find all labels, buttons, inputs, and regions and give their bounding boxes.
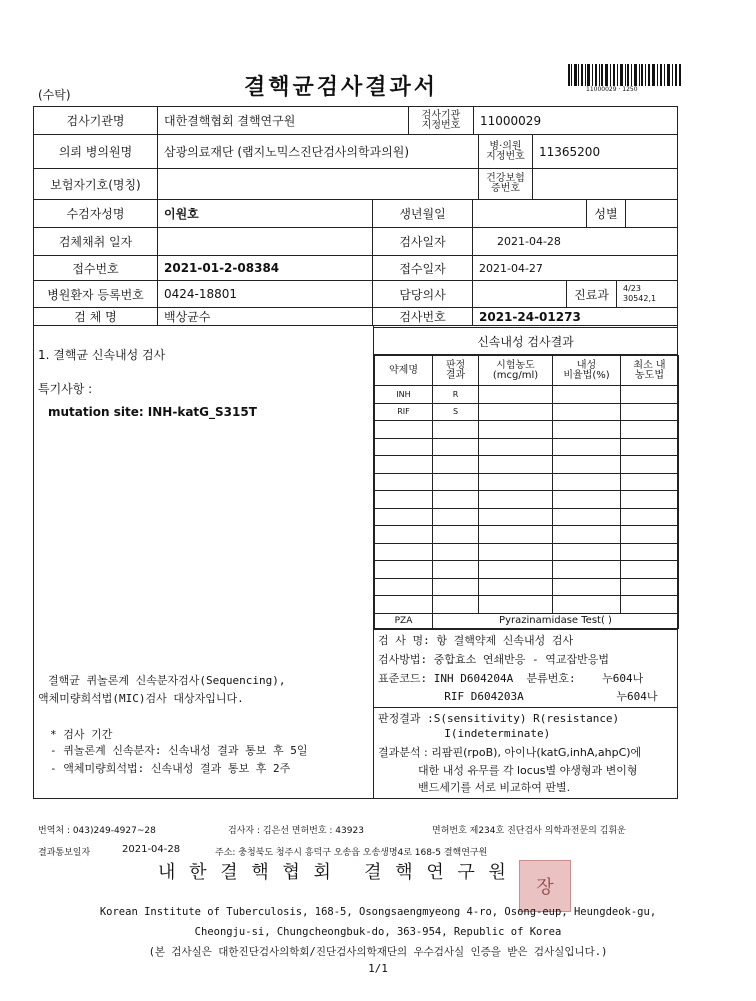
result-cell	[374, 578, 433, 597]
barcode-text: 11000029 · 1250	[586, 86, 638, 93]
method-method: 검사방법: 중합효소 연쇄반응 - 역교잡반응법	[378, 653, 610, 666]
insurer-label: 보험자기호(명칭)	[33, 168, 158, 200]
accession-value: 2021-01-2-08384	[157, 255, 373, 281]
result-cell	[620, 438, 679, 457]
result-cell: R	[432, 385, 479, 404]
result-cell	[620, 508, 679, 527]
result-cell	[552, 385, 621, 404]
certification-note: (본 검사실은 대한진단검사의학회/진단검사의학재단의 우수검사실 인증을 받은 검사실입니다.)	[148, 946, 608, 958]
result-cell	[552, 560, 621, 579]
address-kr: 주소: 충청북도 청주시 흥덕구 오송읍 오송생명4로 168-5 결핵연구원	[215, 848, 488, 858]
inst-code-label: 검사기관 지정번호	[408, 106, 474, 135]
method-divider	[374, 707, 677, 708]
result-cell	[478, 508, 553, 527]
doctor-value	[472, 280, 567, 308]
chart-label: 병원환자 등록번호	[33, 280, 158, 308]
result-cell	[478, 438, 553, 457]
specimen-label: 검 체 명	[33, 307, 158, 326]
result-cell	[478, 420, 553, 439]
patient-value: 이원호	[157, 199, 373, 228]
result-cell	[374, 525, 433, 544]
result-cell	[478, 578, 553, 597]
report-date: 2021-04-28	[122, 844, 181, 855]
result-cell	[374, 473, 433, 492]
result-cell: RIF	[374, 403, 433, 422]
pza-label: PZA	[374, 613, 433, 630]
result-cell	[374, 420, 433, 439]
result-cell	[432, 473, 479, 492]
pza-value: Pyrazinamidase Test( )	[432, 613, 679, 630]
mutation-site: mutation site: INH-katG_S315T	[48, 405, 257, 419]
result-table	[374, 355, 678, 629]
result-cell	[478, 595, 553, 614]
remarks-label: 특기사항 :	[38, 382, 93, 396]
result-cell	[478, 403, 553, 422]
result-cell	[620, 403, 679, 422]
inst-value: 대한결핵협회 결핵연구원	[157, 106, 409, 135]
result-cell	[432, 595, 479, 614]
address-en-1: Korean Institute of Tuberculosis, 168-5, Osongsaengmyeong 4-ro, Osong-eup, Heungdeok-gu,	[99, 906, 657, 918]
analysis-2: 대한 내성 유무를 각 locus별 야생형과 변이형	[418, 764, 638, 777]
result-header-cell: 시험농도 (mcg/ml)	[478, 355, 553, 386]
result-cell	[432, 438, 479, 457]
result-cell	[432, 578, 479, 597]
result-cell	[432, 420, 479, 439]
result-header-cell: 내성 비율법(%)	[552, 355, 621, 386]
chart-value: 0424-18801	[157, 280, 373, 308]
result-cell	[620, 490, 679, 509]
seal-text: 장	[536, 877, 554, 898]
result-cell	[552, 403, 621, 422]
test-no-label: 검사번호	[372, 307, 473, 326]
sex-label: 성별	[586, 199, 626, 228]
info-table	[33, 106, 678, 326]
result-cell: S	[432, 403, 479, 422]
result-cell	[478, 473, 553, 492]
req-value: 삼광의료재단 (랩지노믹스진단검사의학과의원)	[157, 134, 479, 169]
result-cell	[552, 438, 621, 457]
card-label: 건강보험 증번호	[478, 168, 533, 200]
req-code-label: 병·의원 지정번호	[478, 134, 533, 169]
seq-note-2: 액체미량희석법(MIC)검사 대상자입니다.	[38, 692, 244, 705]
accession-label: 접수번호	[33, 255, 158, 281]
result-cell	[432, 543, 479, 562]
footer-phone: 번역처 : 043)249-4927~28	[38, 826, 156, 836]
result-cell	[478, 525, 553, 544]
result-cell	[478, 490, 553, 509]
result-header-cell: 판정 결과	[432, 355, 479, 386]
result-cell	[374, 543, 433, 562]
result-cell	[552, 508, 621, 527]
result-cell	[620, 420, 679, 439]
result-cell	[620, 543, 679, 562]
result-cell	[620, 578, 679, 597]
birth-label: 생년월일	[372, 199, 473, 228]
result-cell	[620, 385, 679, 404]
result-cell	[620, 473, 679, 492]
result-cell	[374, 560, 433, 579]
dept-label: 진료과	[566, 280, 617, 308]
result-cell	[478, 455, 553, 474]
result-cell	[374, 455, 433, 474]
result-header-cell: 최소 내 농도법	[620, 355, 679, 386]
result-cell	[432, 525, 479, 544]
receive-date-value: 2021-04-27	[472, 255, 678, 281]
req-label: 의뢰 병의원명	[33, 134, 158, 169]
result-cell	[620, 525, 679, 544]
method-code-1: 표준코드: INH D604204A 분류번호: 누604나	[378, 672, 644, 685]
period-title: * 검사 기간	[50, 728, 113, 741]
doctor-label: 담당의사	[372, 280, 473, 308]
verdict-1: 판정결과 :S(sensitivity) R(resistance)	[378, 712, 620, 725]
analysis-3: 밴드세기를 서로 비교하여 판별.	[418, 781, 571, 794]
result-cell	[478, 385, 553, 404]
method-code-2: RIF D604203A 누604나	[378, 690, 658, 703]
result-cell	[552, 595, 621, 614]
address-en-2: Cheongju-si, Chungcheongbuk-do, 363-954, Republic of Korea	[194, 926, 562, 938]
analysis-1: 결과분석 : 리팜핀(rpoB), 아이나(katG,inhA,ahpC)에	[378, 746, 642, 759]
collect-value	[157, 227, 373, 256]
barcode	[568, 64, 682, 92]
test-date-label: 검사일자	[372, 227, 473, 256]
result-cell	[620, 455, 679, 474]
dept-value: 4/23 30542,1	[616, 280, 678, 308]
result-cell	[374, 490, 433, 509]
result-cell	[432, 508, 479, 527]
seq-note-1: 결핵균 퀴놀론계 신속분자검사(Sequencing),	[48, 674, 286, 687]
inst-label: 검사기관명	[33, 106, 158, 135]
result-cell	[374, 508, 433, 527]
patient-label: 수검자성명	[33, 199, 158, 228]
specimen-value: 백상균수	[157, 307, 373, 326]
result-cell	[432, 455, 479, 474]
report-date-label: 결과통보일자	[38, 848, 91, 858]
result-cell	[478, 560, 553, 579]
org-name-kr: 내 한 결 핵 협 회 결 핵 연 구 원	[158, 862, 510, 883]
test-name: 1. 결핵균 신속내성 검사	[38, 348, 166, 362]
result-cell	[620, 595, 679, 614]
period-2: - 액체미량희석법: 신속내성 결과 통보 후 2주	[50, 762, 291, 775]
inst-code-value: 11000029	[473, 106, 678, 135]
document-title: 결핵균검사결과서	[244, 75, 439, 100]
test-no-value: 2021-24-01273	[472, 307, 678, 326]
result-cell	[620, 560, 679, 579]
sex-value	[625, 199, 678, 228]
insurer-value	[157, 168, 479, 200]
result-cell	[432, 560, 479, 579]
result-cell	[374, 595, 433, 614]
result-cell	[432, 490, 479, 509]
test-date-value: 2021-04-28	[472, 227, 678, 256]
result-cell	[374, 438, 433, 457]
result-cell	[552, 490, 621, 509]
req-code-value: 11365200	[532, 134, 678, 169]
result-cell	[552, 473, 621, 492]
receipt-tag: (수탁)	[38, 88, 71, 102]
collect-label: 검체채취 일자	[33, 227, 158, 256]
result-cell	[552, 578, 621, 597]
method-name: 검 사 명: 항 결핵약제 신속내성 검사	[378, 634, 574, 647]
footer-approval: 면허번호 제234호 진단검사 의학과전문의 김휘운	[432, 826, 626, 836]
period-1: - 퀴놀론계 신속분자: 신속내성 결과 통보 후 5일	[50, 744, 308, 757]
result-cell	[552, 420, 621, 439]
verdict-2: I(indeterminate)	[378, 727, 551, 740]
birth-value	[472, 199, 587, 228]
footer-examiner: 검사자 : 김은선 면허번호 : 43923	[228, 826, 364, 836]
result-cell	[552, 525, 621, 544]
result-cell	[552, 455, 621, 474]
result-cell: INH	[374, 385, 433, 404]
receive-date-label: 접수일자	[372, 255, 473, 281]
result-cell	[478, 543, 553, 562]
result-cell	[552, 543, 621, 562]
page-number: 1/1	[368, 962, 388, 975]
result-table-title: 신속내성 검사결과	[373, 327, 678, 355]
official-seal	[519, 860, 571, 912]
result-header-cell: 약제명	[374, 355, 433, 386]
card-value	[532, 168, 678, 200]
